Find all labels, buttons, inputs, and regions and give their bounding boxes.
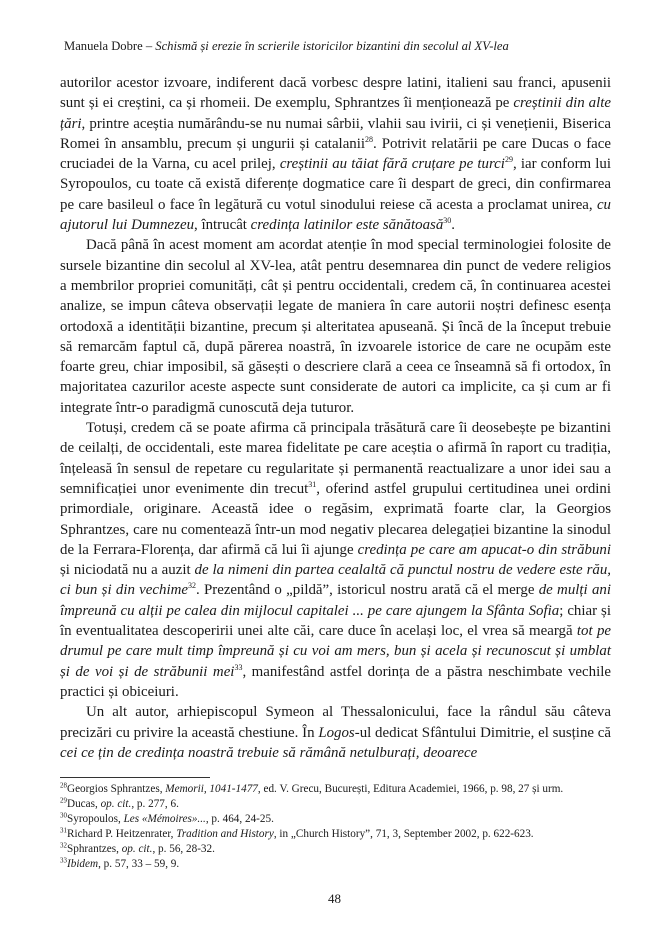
text-run: -ul dedicat Sfântului Dimitrie, el susține că: [354, 724, 611, 741]
text-run: , p. 464, 24-25.: [205, 813, 274, 826]
text-run: , printre aceștia numărându-se nu numai sârbii, vlahii sau ivirii, ci și venețienii, Biserica Romei în ansamblu, precum și ungurii și catalanii: [60, 115, 611, 152]
footnotes-section: [60, 777, 611, 872]
footnotes-list: [60, 782, 611, 872]
text-run: Richard P. Heitzenrater,: [67, 828, 177, 841]
text-run: , manifestând astfel dorința de a păstra neschimbate vechile practici și obiceiuri.: [60, 663, 611, 700]
text-run: , iar conform lui Syropoulos, cu toate că există diferențe dogmatice care îi despart de greci, din confirmarea pe care basileul o face în legătură cu votul sinodului reiese că acesta a proclamat unirea,: [60, 156, 612, 213]
italic-text: cei ce țin de credința noastră trebuie să rămână netulburați, deoarece: [60, 744, 478, 761]
footnote-reference: 32: [187, 581, 196, 591]
footnote-reference: 29: [504, 155, 513, 165]
text-run: Ducas,: [67, 798, 101, 811]
italic-text: op. cit.: [121, 843, 153, 856]
footnote: [60, 812, 611, 827]
header-separator: –: [142, 39, 156, 53]
footnote-reference: 31: [308, 479, 317, 489]
footnote: [60, 827, 611, 842]
italic-text: Logos: [318, 724, 355, 741]
text-run: , in „Church History”, 71, 3, September 2002, p. 622-623.: [273, 828, 534, 841]
footnote: [60, 857, 611, 872]
italic-text: credința latinilor este sănătoasă: [250, 217, 444, 234]
text-run: p. 277, 6.: [134, 798, 179, 811]
body-text: [60, 73, 611, 763]
text-run: . Potrivit relatării pe care Ducas o face cruciadei de la Varna, cu acel prilej,: [60, 135, 611, 173]
text-run: .: [451, 217, 456, 234]
text-run: Totuși, credem că se poate afirma că principala trăsătură care îi deosebește pe bizantini de ceilalți, de occidentali, este marea fidelitate pe care aceștia o afirmă în raport cu tradiția, înțeleasă în sensul de repetare cu regularitate și permanentă reactualizare a unor idei sau a semnificației unor evenimente din trecut: [60, 420, 611, 497]
text-run: ; chiar și în eventualitatea descoperirii unei alte căi, care duce în același loc, el vrea să meargă: [60, 602, 611, 640]
footnote-number: 28: [60, 781, 67, 790]
text-run: Syropoulos,: [67, 813, 124, 826]
text-run: . Prezentând o „pildă”, istoricul nostru arată că el merge: [195, 582, 539, 599]
body-paragraph: [60, 73, 611, 235]
footnote-reference: 28: [365, 134, 374, 144]
body-paragraph: [60, 702, 611, 763]
footnote-number: 30: [60, 811, 67, 820]
footnote-number: 32: [60, 841, 67, 850]
header-author: Manuela Dobre: [64, 39, 143, 53]
footnote: [60, 797, 611, 812]
italic-text: de la nimeni din partea cealaltă că punctul nostru de vedere este rău, ci bun și din vechime: [60, 562, 611, 599]
text-run: Un alt autor, arhiepiscopul Symeon al Thessalonicului, face la rândul său câteva precizări cu privire la această chestiune. În: [60, 704, 611, 741]
footnote-number: 33: [60, 856, 67, 865]
body-paragraph: [60, 235, 611, 418]
running-header: [60, 38, 611, 54]
italic-text: Tradition and History: [176, 828, 274, 841]
text-run: Georgios Sphrantzes,: [67, 783, 166, 796]
italic-text: cu ajutorul lui Dumnezeu: [60, 196, 611, 234]
page-number: 48: [328, 891, 341, 906]
footnote-separator: [60, 777, 210, 778]
text-run: , întrucât: [194, 217, 251, 234]
italic-text: de mulți ani împreună cu alții pe calea din mijlocul capitalei ... pe care ajungem la Sfânta Sofia: [60, 582, 611, 619]
italic-text: creștinii au tăiat fără cruțare pe turci: [279, 156, 505, 173]
italic-text: credința pe care am apucat-o din străbuni: [357, 541, 611, 558]
text-run: , ed. V. Grecu, București, Editura Academiei, 1966, p. 98, 27 și urm.: [257, 783, 564, 796]
footnote-reference: 30: [443, 216, 452, 226]
italic-text: tot pe drumul pe care mult timp împreună și cu voi am mers, bun și acela și recunoscut și umblat și de voi și de străbunii mei: [60, 623, 611, 680]
text-run: Dacă până în acest moment am acordat atenție în mod special terminologiei folosite de sursele bizantine din secolul al XV-lea, atât pentru desemnarea din punct de vedere religios a membrilor propriei comunități, cât și pentru occidentali, credem că, în continuarea acestei analize, se impun câteva observații legate de maniera în care autorii noștri definesc esența ortodoxă a identității bizantine, precum și alteritatea apuseană. Și încă de la început trebuie să remarcăm faptul că, după părerea noastră, în izvoarele istorice de care ne ocupăm este foarte greu, chiar imposibil, să găsești o descriere clară a ceea ce înseamnă să fi ortodox, în majoritatea cazurilor aceste aspecte sunt considerate de autori ca implicite, ca și cum ar fi integrate într-o paradigmă cunoscută deja tuturor.: [60, 237, 611, 416]
body-paragraph: [60, 418, 611, 702]
footnote-number: 31: [60, 826, 67, 835]
text-run: și niciodată nu a auzit: [60, 562, 195, 579]
footnote: [60, 782, 611, 797]
footnote-reference: 33: [234, 662, 243, 672]
text-run: , oferind astfel grupului certitudinea unei ordini primordiale, originare. Această idee o regăsim, exprimată foarte clar, la Georgios Sphrantzes, care nu comentează într-un mod negativ plecarea delegației bizantine la sinodul de la Ferrara-Florența, dar afirmă că lui îi ajunge: [60, 480, 611, 558]
text-run: autorilor acestor izvoare, indiferent dacă vorbesc despre latini, italieni sau franci, apusenii sunt și ei creștini, ca și rhomeii. De exemplu, Sphrantzes îi menționează pe: [60, 75, 611, 112]
text-run: , p. 57, 33 – 59, 9.: [98, 858, 180, 871]
italic-text: op. cit.,: [100, 798, 135, 811]
footnote: [60, 842, 611, 857]
italic-text: Ibidem: [67, 858, 99, 871]
italic-text: Memorii, 1041-1477: [165, 783, 258, 796]
italic-text: Les «Mémoires»...: [123, 813, 206, 826]
text-run: , p. 56, 28-32.: [152, 843, 215, 856]
italic-text: creștinii din alte țări: [60, 95, 611, 132]
footnote-number: 29: [60, 796, 67, 805]
text-run: Sphrantzes,: [67, 843, 122, 856]
header-title: Schismă și erezie în scrierile istoricilor bizantini din secolul al XV-lea: [155, 39, 509, 53]
